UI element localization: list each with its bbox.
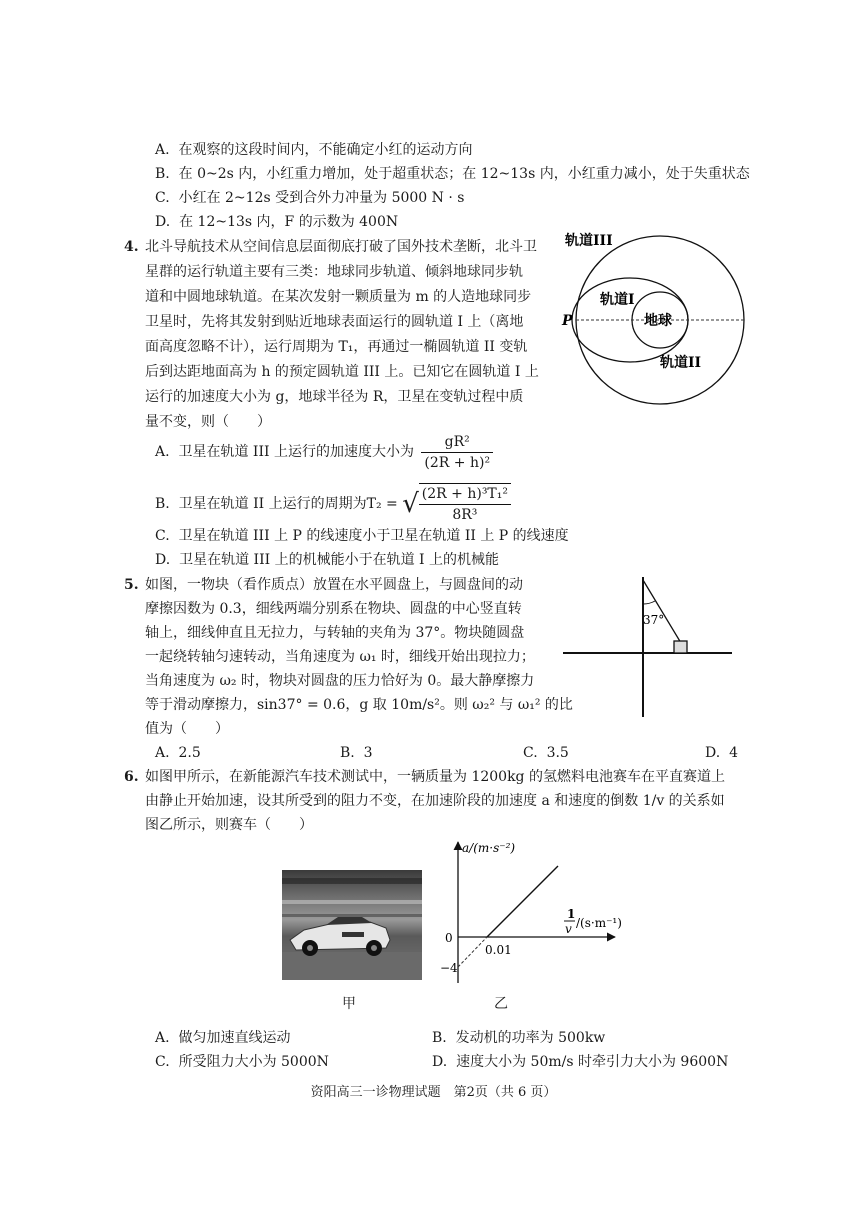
x-tick-label: 0.01 xyxy=(485,943,512,957)
q4-line-7: 运行的加速度大小为 g，地球半径为 R，卫星在变轨过程中质 xyxy=(145,389,524,405)
orbit-3-label: 轨道III xyxy=(565,233,613,249)
caption-yi: 乙 xyxy=(494,996,508,1012)
q3-option-c: C. 小红在 2~12s 受到合外力冲量为 5000 N · s xyxy=(155,190,465,206)
q4-line-3: 道和中圆地球轨道。在某次发射一颗质量为 m 的人造地球同步 xyxy=(145,289,532,305)
q4-line-5: 面高度忽略不计），运行周期为 T₁，再通过一椭圆轨道 II 变轨 xyxy=(145,339,528,355)
orbit-diagram xyxy=(560,232,750,432)
origin-label: 0 xyxy=(445,931,453,945)
q4-line-2: 星群的运行轨道主要有三类：地球同步轨道、倾斜地球同步轨 xyxy=(145,264,523,280)
q5-line-6: 等于滑动摩擦力，sin37° = 0.6，g 取 10m/s²。则 ω₂² 与 ω₁² 的比 xyxy=(145,697,573,713)
x-label-denominator: v xyxy=(565,922,572,936)
q3-option-d: D. 在 12~13s 内，F 的示数为 400N xyxy=(155,214,399,230)
q6-line-1: 如图甲所示，在新能源汽车技术测试中，一辆质量为 1200kg 的氢燃料电池赛车在平直赛道上 xyxy=(145,769,725,785)
q4-option-c: C. 卫星在轨道 III 上 P 的线速度小于卫星在轨道 II 上 P 的线速度 xyxy=(155,528,569,544)
q5-option-a: A. 2.5 xyxy=(155,745,201,761)
sqrt-sign: √ xyxy=(402,489,419,519)
point-p-label: P xyxy=(562,313,573,329)
angle-arc xyxy=(643,601,655,604)
q5-line-2: 摩擦因数为 0.3，细线两端分别系在物块、圆盘的中心竖直转 xyxy=(145,601,522,617)
q4-option-a: A. 卫星在轨道 III 上运行的加速度大小为 $\frac{\text{gR²}}{\text{(2R + h)²}}$ xyxy=(155,428,496,476)
q4-option-d: D. 卫星在轨道 III 上的机械能小于在轨道 I 上的机械能 xyxy=(155,552,500,568)
q5-line-1: 如图，一物块（看作质点）放置在水平圆盘上，与圆盘间的动 xyxy=(145,577,523,593)
q6-line-2: 由静止开始加速，设其所受到的阻力不变，在加速阶段的加速度 a 和速度的倒数 1/v 的关系如 xyxy=(145,793,725,809)
q5-option-d: D. 4 xyxy=(705,745,739,761)
q5-line-4: 一起绕转轴匀速转动，当角速度为 ω₁ 时，细线开始出现拉力； xyxy=(145,649,535,665)
earth-label: 地球 xyxy=(644,313,672,329)
q6-line-3: 图乙所示，则赛车（ ） xyxy=(145,817,313,833)
angle-label: 37° xyxy=(643,613,665,627)
q3-option-b: B. 在 0~2s 内，小红重力增加，处于超重状态；在 12~13s 内，小红重力减小，处于失重状态 xyxy=(155,166,750,182)
x-label-numerator: 1 xyxy=(567,907,576,921)
q5-option-c: C. 3.5 xyxy=(523,745,569,761)
q5-line-5: 当角速度为 ω₂ 时，物块对圆盘的压力恰好为 0。最大静摩擦力 xyxy=(145,673,535,689)
option-b-fraction: $\frac{\text{(2R + h)³T₁²}}{\text{8R³}}$ xyxy=(419,483,511,525)
block xyxy=(674,641,687,653)
q3-option-a: A. 在观察的这段时间内，不能确定小红的运动方向 xyxy=(155,142,473,158)
q4-line-6: 后到达距地面高为 h 的预定圆轨道 III 上。已知它在圆轨道 I 上 xyxy=(145,364,539,380)
graph-extension xyxy=(458,937,487,967)
q4-number: 4. xyxy=(124,239,139,255)
page-footer: 资阳高三一诊物理试题 第2页（共 6 页） xyxy=(310,1085,557,1100)
q5-line-3: 轴上，细线伸直且无拉力，与转轴的夹角为 37°。物块随圆盘 xyxy=(145,625,525,641)
q6-option-a: A. 做匀加速直线运动 xyxy=(155,1030,291,1046)
q4-line-8: 量不变，则（ ） xyxy=(145,414,271,430)
disk-diagram xyxy=(560,572,735,722)
y-axis-label: a/(m·s⁻²) xyxy=(462,841,516,855)
q5-line-7: 值为（ ） xyxy=(145,721,229,737)
q5-option-b: B. 3 xyxy=(340,745,373,761)
q5-number: 5. xyxy=(124,577,139,593)
q6-option-b: B. 发动机的功率为 500kw xyxy=(432,1030,606,1046)
q6-option-d: D. 速度大小为 50m/s 时牵引力大小为 9600N xyxy=(432,1054,729,1070)
q4-line-4: 卫星时，先将其发射到贴近地球表面运行的圆轨道 I 上（离地 xyxy=(145,314,524,330)
q6-option-c: C. 所受阻力大小为 5000N xyxy=(155,1054,329,1070)
graph-line xyxy=(487,866,558,937)
q6-number: 6. xyxy=(124,769,139,785)
q4-line-1: 北斗导航技术从空间信息层面彻底打破了国外技术垄断，北斗卫 xyxy=(145,239,537,255)
caption-jia: 甲 xyxy=(342,996,356,1012)
string-line xyxy=(643,580,681,643)
race-car-photo xyxy=(282,870,422,980)
orbit-2-label: 轨道II xyxy=(660,355,702,371)
y-intercept-label: −4 xyxy=(440,961,458,975)
option-a-fraction: $\frac{\text{gR²}}{\text{(2R + h)²}}$ xyxy=(421,432,493,473)
x-axis-unit: /(s·m⁻¹) xyxy=(576,916,622,930)
orbit-1-label: 轨道I xyxy=(600,292,635,308)
a-vs-inverse-v-graph xyxy=(440,838,630,988)
q4-option-b: B. 卫星在轨道 II 上运行的周期为T₂ = √ $\frac{\text{(2R + h)³T₁²}}{\text{8R³}}$ xyxy=(155,480,514,528)
